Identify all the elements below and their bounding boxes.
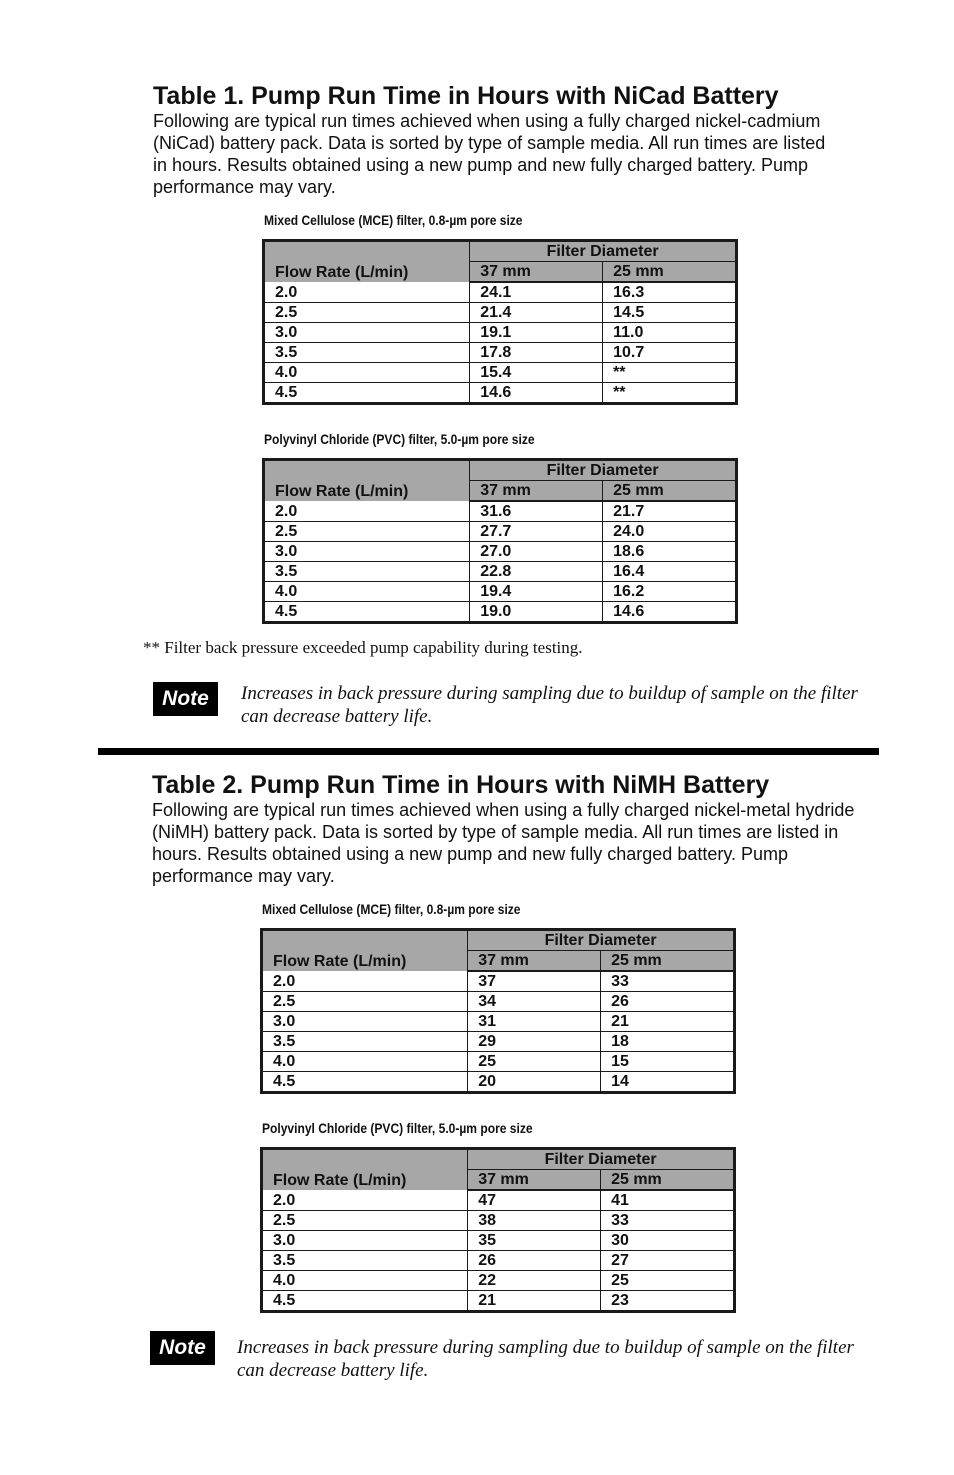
flow-rate-header: Flow Rate (L/min) — [264, 241, 470, 283]
flow-rate-cell: 3.5 — [262, 1032, 468, 1052]
table2-mce-table — [260, 928, 736, 1094]
run-time-37mm-cell: 27.7 — [470, 522, 603, 542]
note-badge: Note — [153, 682, 218, 716]
run-time-37mm-cell: 22 — [468, 1271, 601, 1291]
col-37mm-header: 37 mm — [470, 262, 603, 283]
flow-rate-header: Flow Rate (L/min) — [262, 1149, 468, 1191]
table-row — [264, 303, 737, 323]
table-row — [262, 1032, 735, 1052]
table-row — [262, 1271, 735, 1291]
flow-rate-cell: 2.0 — [262, 971, 468, 992]
flow-rate-header: Flow Rate (L/min) — [264, 460, 470, 502]
table-row — [264, 562, 737, 582]
filter-diameter-header: Filter Diameter — [470, 241, 737, 262]
run-time-37mm-cell: 14.6 — [470, 383, 603, 404]
filter-diameter-header: Filter Diameter — [468, 930, 735, 951]
table-row — [264, 542, 737, 562]
run-time-37mm-cell: 24.1 — [470, 282, 603, 303]
run-time-37mm-cell: 19.4 — [470, 582, 603, 602]
flow-rate-cell: 3.5 — [264, 562, 470, 582]
table-row — [262, 1251, 735, 1271]
run-time-25mm-cell: 14 — [611, 1073, 629, 1090]
run-time-25mm-cell: 18 — [601, 1032, 735, 1052]
flow-rate-cell: 2.5 — [264, 303, 470, 323]
flow-rate-cell: 4.5 — [262, 1291, 468, 1312]
col-25mm-header: 25 mm — [603, 262, 737, 283]
table-row — [264, 522, 737, 542]
table-row — [262, 1190, 735, 1211]
run-time-25mm-cell: 16.2 — [603, 582, 737, 602]
run-time-37mm-cell: 34 — [468, 992, 601, 1012]
note-text: Increases in back pressure during sampling due to buildup of sample on the filter can decrease battery life. — [241, 683, 858, 727]
run-time-25mm-cell: 10.7 — [603, 343, 737, 363]
table1-pvc-caption: Polyvinyl Chloride (PVC) filter, 5.0-µm pore size — [264, 431, 535, 447]
flow-rate-cell: 3.0 — [264, 542, 470, 562]
table1-title: Table 1. Pump Run Time in Hours with NiCad Battery — [153, 82, 779, 110]
flow-rate-cell: 3.0 — [264, 323, 470, 343]
table-row — [264, 501, 737, 522]
table-row — [264, 602, 737, 623]
run-time-25mm-cell: 11.0 — [603, 323, 737, 343]
table-row — [262, 1291, 735, 1312]
flow-rate-cell: 4.5 — [262, 1072, 468, 1093]
table-header-row — [264, 241, 737, 262]
flow-rate-cell: 3.5 — [262, 1251, 468, 1271]
col-37mm-header: 37 mm — [470, 481, 603, 502]
run-time-37mm-cell: 15.4 — [470, 363, 603, 383]
flow-rate-cell: 4.0 — [264, 363, 470, 383]
table2-pvc-table — [260, 1147, 736, 1313]
table-row — [262, 1231, 735, 1251]
run-time-25mm-cell: 41 — [601, 1190, 735, 1211]
flow-rate-cell: 2.0 — [264, 282, 470, 303]
table-row — [262, 1211, 735, 1231]
flow-rate-cell: 3.0 — [262, 1231, 468, 1251]
run-time-25mm-cell: 21 — [601, 1012, 735, 1032]
table-row — [262, 1052, 735, 1072]
flow-rate-header: Flow Rate (L/min) — [262, 930, 468, 972]
run-time-37mm-cell: 22.8 — [470, 562, 603, 582]
flow-rate-cell: 2.5 — [262, 992, 468, 1012]
table1-intro: Following are typical run times achieved when using a fully charged nickel-cadmium (NiCad) battery pack. Data is sorted by type of sample media. All run times are listed in hours. Results obtained using a new pump and new fully charged battery. Pump performance may vary. — [153, 111, 826, 197]
table-row — [264, 343, 737, 363]
table1-pvc-table — [262, 458, 738, 624]
flow-rate-cell: 4.5 — [264, 383, 470, 404]
table2-title: Table 2. Pump Run Time in Hours with NiMH Battery — [152, 771, 770, 799]
run-time-25mm-cell: 24.0 — [603, 522, 737, 542]
run-time-37mm-cell: 25 — [468, 1052, 601, 1072]
run-time-25mm-cell: 16.3 — [603, 282, 737, 303]
run-time-37mm-cell: 47 — [468, 1190, 601, 1211]
table2-pvc-caption: Polyvinyl Chloride (PVC) filter, 5.0-µm pore size — [262, 1120, 533, 1136]
run-time-37mm-cell: 21.4 — [470, 303, 603, 323]
run-time-25mm-cell: 25 — [601, 1271, 735, 1291]
run-time-37mm-cell: 20 — [468, 1072, 601, 1093]
run-time-37mm-cell: 31.6 — [470, 501, 603, 522]
col-37mm-header: 37 mm — [468, 1170, 601, 1191]
run-time-37mm-cell: 35 — [468, 1231, 601, 1251]
table2-mce-caption: Mixed Cellulose (MCE) filter, 0.8-µm pore size — [262, 901, 521, 917]
run-time-25mm-cell: ** — [613, 384, 626, 401]
table-header-row — [264, 460, 737, 481]
flow-rate-cell: 3.0 — [262, 1012, 468, 1032]
run-time-25mm-cell: 15 — [601, 1052, 735, 1072]
table-row — [264, 582, 737, 602]
run-time-25mm-cell: 14.6 — [613, 603, 645, 620]
flow-rate-cell: 4.0 — [264, 582, 470, 602]
flow-rate-cell: 2.5 — [264, 522, 470, 542]
table-row — [262, 992, 735, 1012]
col-25mm-header: 25 mm — [601, 951, 735, 972]
table-row — [262, 1072, 735, 1093]
run-time-37mm-cell: 27.0 — [470, 542, 603, 562]
table-header-row — [262, 1149, 735, 1170]
run-time-25mm-cell: 33 — [601, 1211, 735, 1231]
run-time-37mm-cell: 26 — [468, 1251, 601, 1271]
run-time-25mm-cell: 33 — [601, 971, 735, 992]
filter-diameter-header: Filter Diameter — [468, 1149, 735, 1170]
run-time-37mm-cell: 38 — [468, 1211, 601, 1231]
run-time-25mm-cell: 26 — [601, 992, 735, 1012]
run-time-37mm-cell: 17.8 — [470, 343, 603, 363]
flow-rate-cell: 4.0 — [262, 1271, 468, 1291]
table-header-row — [262, 930, 735, 951]
run-time-25mm-cell: 27 — [601, 1251, 735, 1271]
section-divider — [98, 748, 879, 755]
flow-rate-cell: 2.0 — [262, 1190, 468, 1211]
table-row — [264, 323, 737, 343]
table1-mce-caption: Mixed Cellulose (MCE) filter, 0.8-µm pore size — [264, 212, 523, 228]
run-time-37mm-cell: 29 — [468, 1032, 601, 1052]
flow-rate-cell: 4.5 — [264, 602, 470, 623]
table-row — [264, 282, 737, 303]
table-row — [262, 971, 735, 992]
run-time-25mm-cell: 21.7 — [603, 501, 737, 522]
col-37mm-header: 37 mm — [468, 951, 601, 972]
col-25mm-header: 25 mm — [601, 1170, 735, 1191]
flow-rate-cell: 2.5 — [262, 1211, 468, 1231]
table1-mce-table — [262, 239, 738, 405]
flow-rate-cell: 4.0 — [262, 1052, 468, 1072]
note-badge: Note — [150, 1331, 215, 1365]
run-time-25mm-cell: 23 — [611, 1292, 629, 1309]
flow-rate-cell: 3.5 — [264, 343, 470, 363]
table-row — [264, 363, 737, 383]
note-text: Increases in back pressure during sampling due to buildup of sample on the filter can decrease battery life. — [237, 1337, 854, 1381]
run-time-25mm-cell: 18.6 — [603, 542, 737, 562]
table2-intro: Following are typical run times achieved when using a fully charged nickel-metal hydride (NiMH) battery pack. Data is sorted by type of sample media. All run times are listed in hours. Results obtained using a new pump and new fully charged battery. Pump performance may vary. — [152, 800, 855, 886]
run-time-37mm-cell: 21 — [468, 1291, 601, 1312]
run-time-25mm-cell: 30 — [601, 1231, 735, 1251]
run-time-37mm-cell: 19.1 — [470, 323, 603, 343]
filter-diameter-header: Filter Diameter — [470, 460, 737, 481]
run-time-25mm-cell: 16.4 — [603, 562, 737, 582]
col-25mm-header: 25 mm — [603, 481, 737, 502]
run-time-37mm-cell: 31 — [468, 1012, 601, 1032]
table1-footnote: ** Filter back pressure exceeded pump capability during testing. — [143, 638, 583, 657]
flow-rate-cell: 2.0 — [264, 501, 470, 522]
run-time-25mm-cell: 14.5 — [603, 303, 737, 323]
table-row — [262, 1012, 735, 1032]
run-time-37mm-cell: 19.0 — [470, 602, 603, 623]
run-time-37mm-cell: 37 — [468, 971, 601, 992]
table-row — [264, 383, 737, 404]
run-time-25mm-cell: ** — [603, 363, 737, 383]
